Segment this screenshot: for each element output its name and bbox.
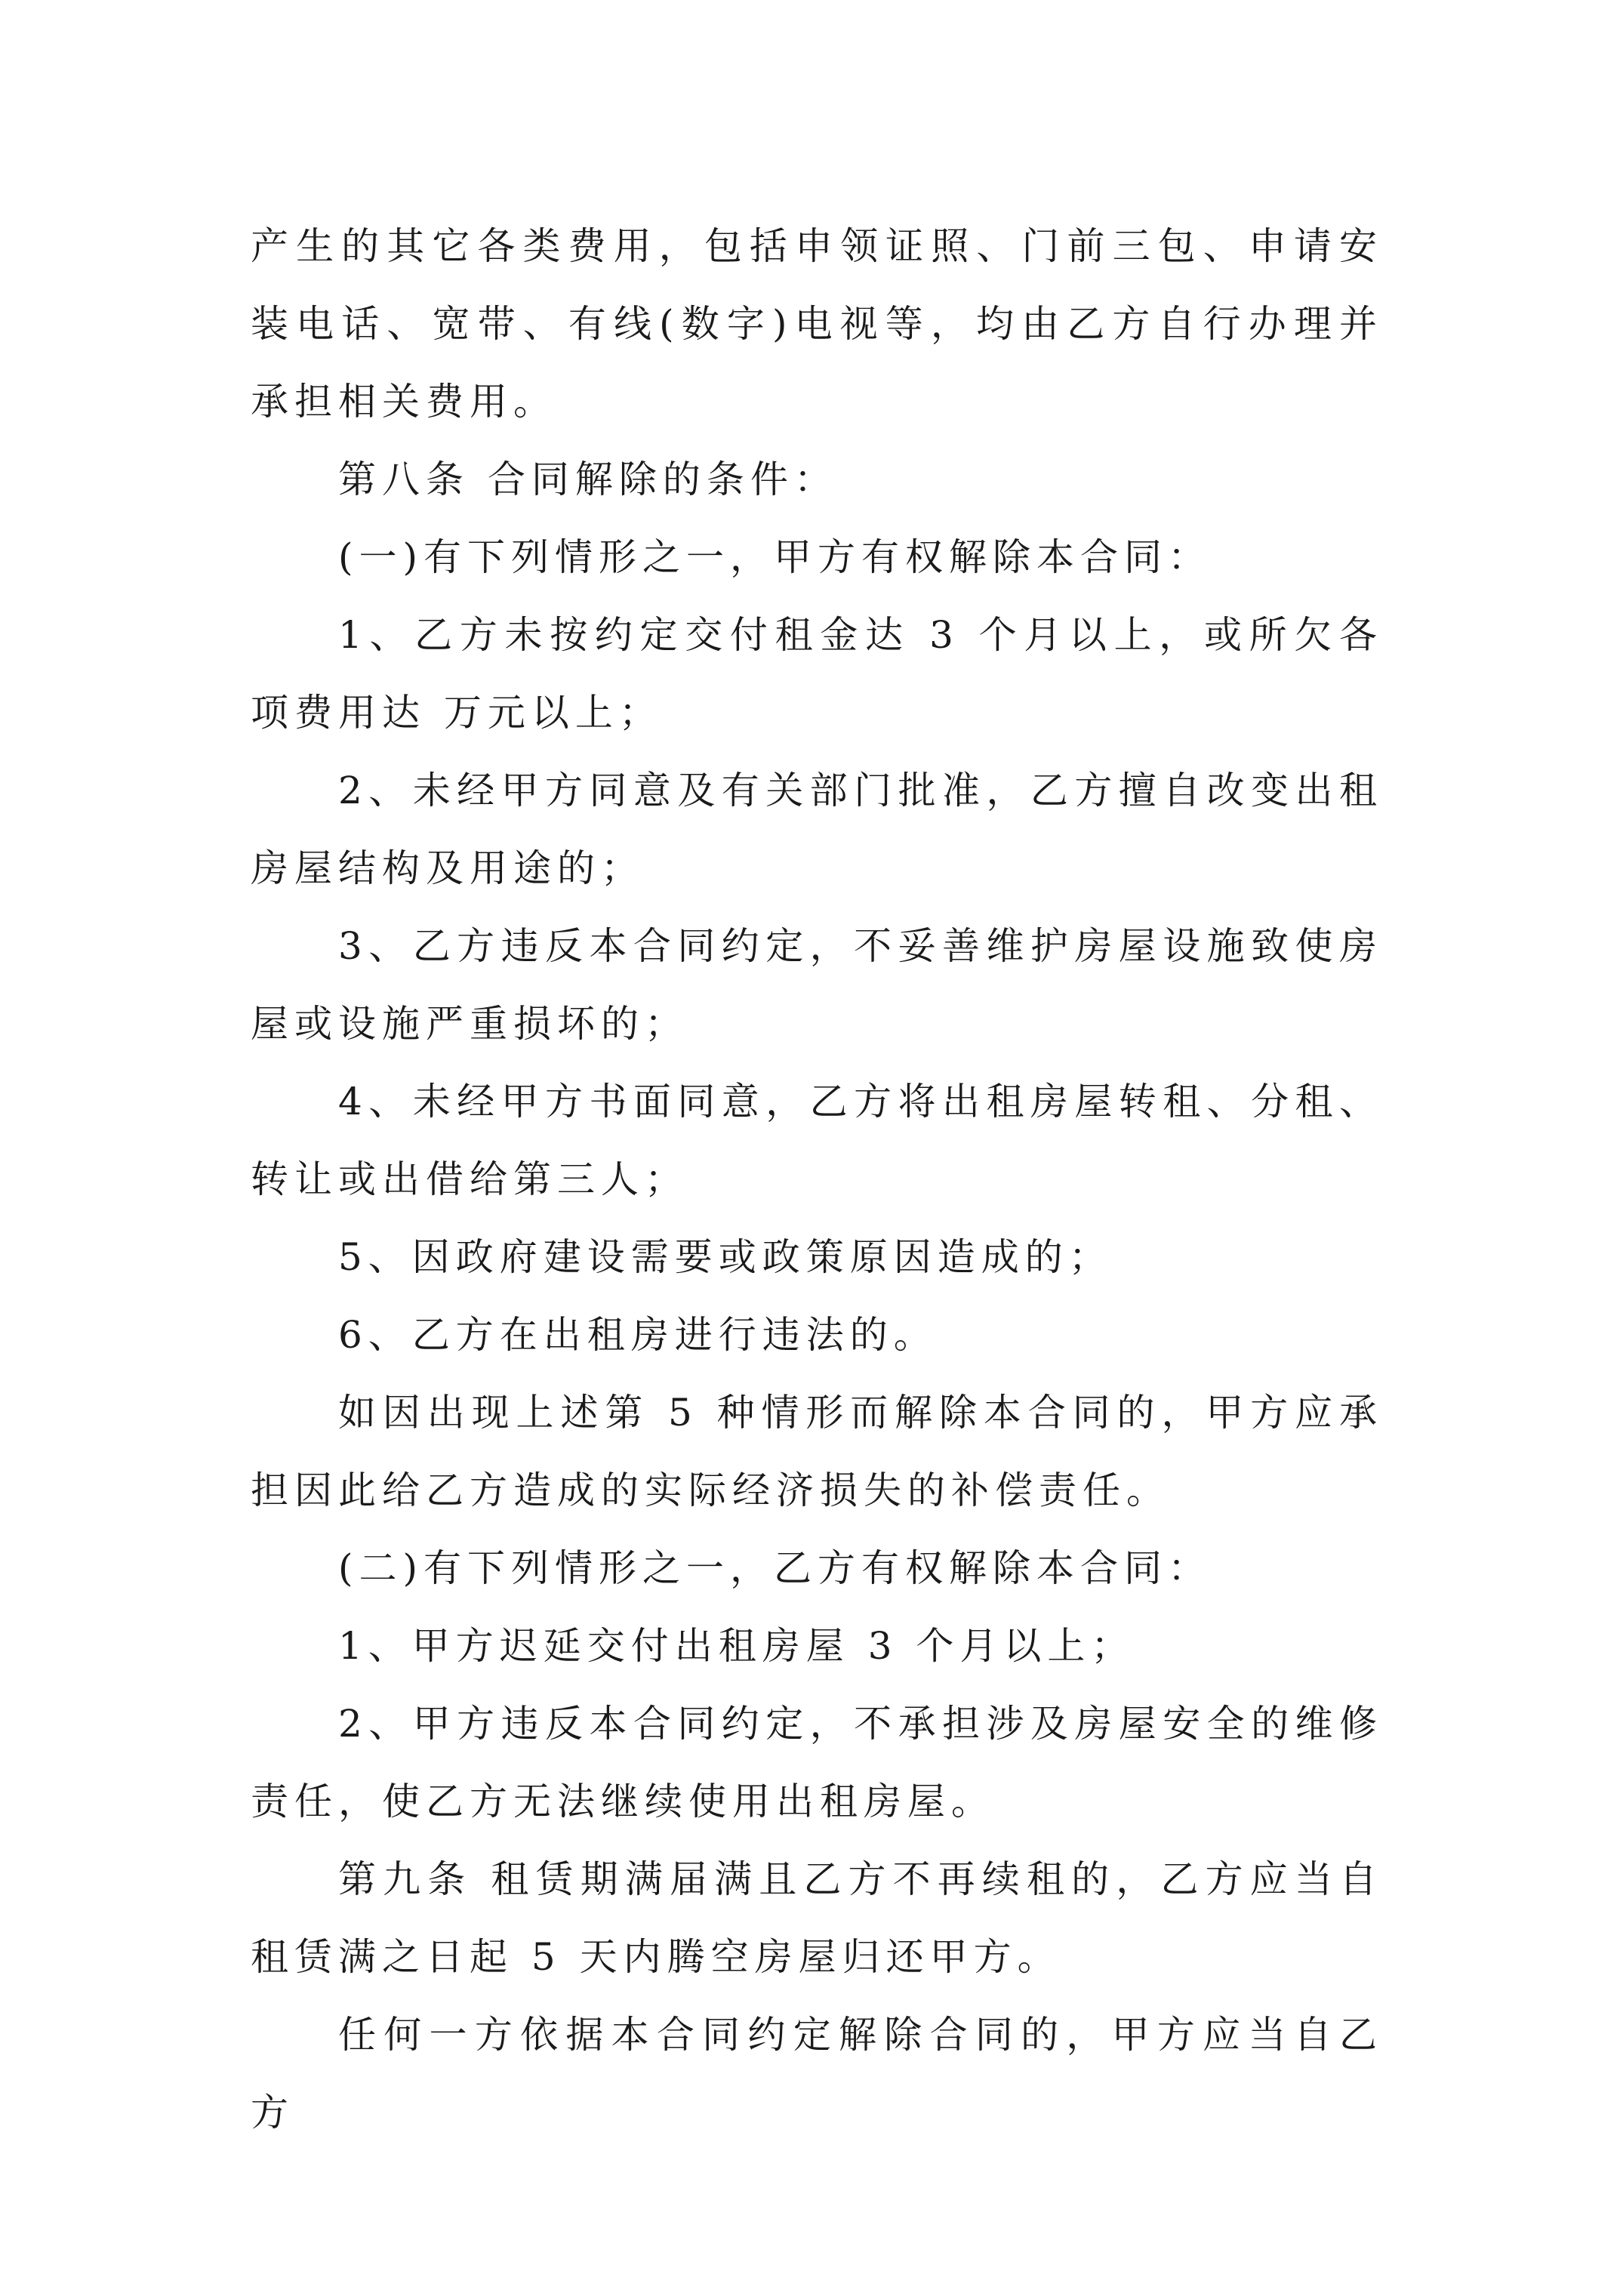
paragraph-article-8-heading: 第八条 合同解除的条件： xyxy=(338,458,838,501)
paragraph-a-item-6: 6、乙方在出租房进行违法的。 xyxy=(338,1313,938,1357)
paragraph-a-item-1: 1、乙方未按约定交付租金达 3 个月以上，或所欠各项费用达 万元以上； xyxy=(251,613,1383,735)
paragraph-a-item-3: 3、乙方违反本合同约定，不妥善维护房屋设施致使房屋或设施严重损坏的； xyxy=(251,924,1383,1046)
paragraph-party-a-termination-heading: (一)有下列情形之一，甲方有权解除本合同： xyxy=(338,535,1212,579)
paragraph-compensation: 如因出现上述第 5 种情形而解除本合同的，甲方应承担因此给乙方造成的实际经济损失的补偿责任。 xyxy=(251,1391,1383,1512)
paragraph-b-item-1: 1、甲方迟延交付出租房屋 3 个月以上； xyxy=(338,1624,1135,1668)
paragraph-termination-return: 任何一方依据本合同约定解除合同的，甲方应当自乙方 xyxy=(251,2013,1383,2134)
paragraph-a-item-4: 4、未经甲方书面同意，乙方将出租房屋转租、分租、转让或出借给第三人； xyxy=(251,1080,1383,1201)
paragraph-b-item-2: 2、甲方违反本合同约定，不承担涉及房屋安全的维修责任，使乙方无法继续使用出租房屋。 xyxy=(251,1702,1383,1823)
paragraph-article-9: 第九条 租赁期满届满且乙方不再续租的，乙方应当自租赁满之日起 5 天内腾空房屋归还甲方。 xyxy=(251,1857,1383,1979)
paragraph-a-item-2: 2、未经甲方同意及有关部门批准，乙方擅自改变出租房屋结构及用途的； xyxy=(251,769,1383,890)
paragraph-party-b-termination-heading: (二)有下列情形之一，乙方有权解除本合同： xyxy=(338,1546,1212,1590)
document-body xyxy=(251,208,1383,2152)
paragraph-fees: 产生的其它各类费用，包括申领证照、门前三包、申请安装电话、宽带、有线(数字)电视等，均由乙方自行办理并承担相关费用。 xyxy=(251,224,1383,424)
paragraph-a-item-5: 5、因政府建设需要或政策原因造成的； xyxy=(338,1235,1113,1279)
